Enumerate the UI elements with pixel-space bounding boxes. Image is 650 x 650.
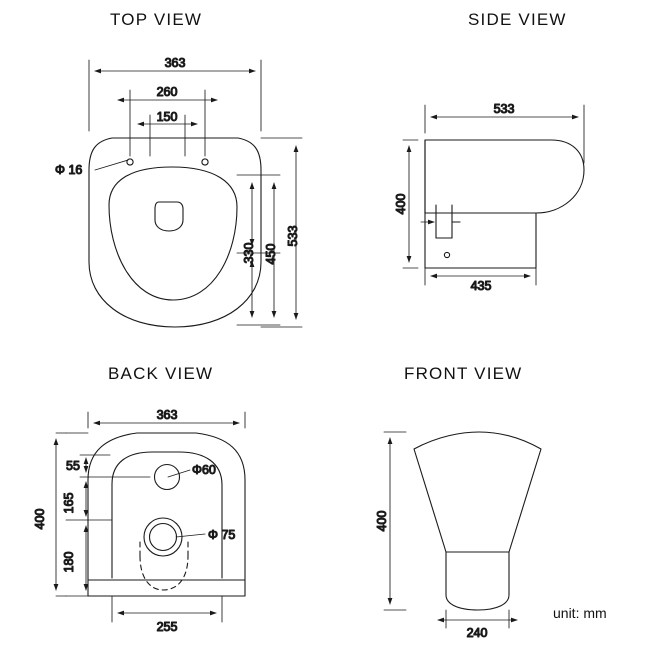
dim-top-hole-dia: Φ 16 bbox=[55, 163, 83, 177]
dim-top-330: 330 bbox=[242, 242, 256, 264]
side-view-geometry bbox=[425, 140, 584, 268]
back-view-dimensions bbox=[56, 412, 245, 622]
unit-label: unit: mm bbox=[553, 605, 607, 621]
dim-side-533: 533 bbox=[493, 102, 515, 116]
dim-top-450: 450 bbox=[264, 243, 278, 265]
dim-top-260: 260 bbox=[156, 85, 178, 99]
view-title-top: TOP VIEW bbox=[110, 10, 203, 29]
dim-back-255: 255 bbox=[156, 620, 178, 634]
dim-top-150: 150 bbox=[156, 110, 178, 124]
dim-top-533: 533 bbox=[286, 225, 300, 247]
dim-top-363: 363 bbox=[164, 56, 186, 70]
dim-side-435: 435 bbox=[470, 279, 492, 293]
view-title-front: FRONT VIEW bbox=[404, 364, 523, 383]
front-view-geometry bbox=[414, 432, 541, 610]
back-view-geometry bbox=[88, 433, 245, 596]
dim-front-240: 240 bbox=[466, 626, 488, 640]
dim-back-dia-75: Φ 75 bbox=[208, 528, 236, 542]
dim-back-363: 363 bbox=[156, 408, 178, 422]
view-title-side: SIDE VIEW bbox=[468, 10, 567, 29]
dim-back-400: 400 bbox=[33, 508, 47, 530]
dim-back-dia-60: Φ60 bbox=[192, 463, 216, 477]
view-title-back: BACK VIEW bbox=[108, 364, 214, 383]
top-view-geometry bbox=[89, 138, 261, 327]
dim-side-400: 400 bbox=[394, 193, 408, 215]
front-view-dimensions bbox=[384, 432, 517, 628]
dim-back-180: 180 bbox=[62, 551, 76, 573]
dim-front-400: 400 bbox=[375, 510, 389, 532]
top-view-dimensions bbox=[89, 60, 302, 327]
dim-back-55: 55 bbox=[66, 459, 80, 473]
dim-back-165: 165 bbox=[62, 492, 76, 514]
side-view-dimensions bbox=[403, 105, 584, 285]
